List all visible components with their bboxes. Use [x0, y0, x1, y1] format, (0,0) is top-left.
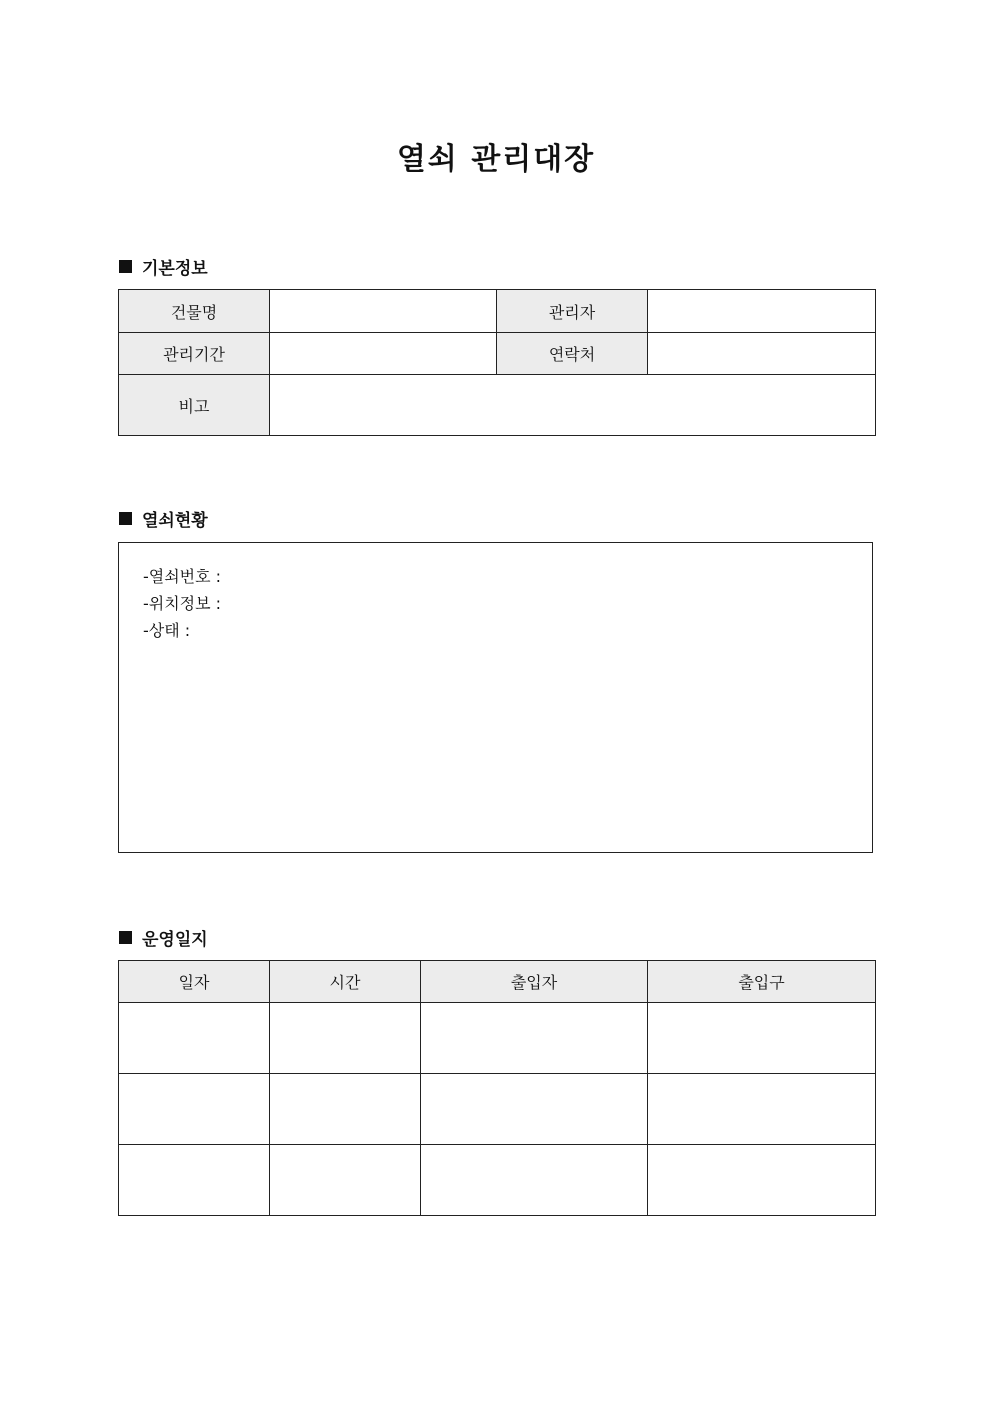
- operation-log-heading-label: 운영일지: [142, 930, 208, 950]
- column-header-date: 일자: [119, 961, 270, 1003]
- visitor-cell[interactable]: [421, 1074, 648, 1145]
- basic-info-table: [118, 289, 876, 436]
- contact-label: 연락처: [497, 333, 648, 375]
- operation-log-table: [118, 960, 876, 1216]
- location-line: -위치정보 :: [143, 594, 222, 613]
- table-row: [119, 1074, 876, 1145]
- operation-log-heading: [119, 925, 208, 950]
- square-bullet-icon: [119, 260, 132, 273]
- column-header-entrance: 출입구: [648, 961, 876, 1003]
- building-name-label: 건물명: [119, 290, 270, 333]
- management-period-label: 관리기간: [119, 333, 270, 375]
- date-cell[interactable]: [119, 1003, 270, 1074]
- date-cell[interactable]: [119, 1074, 270, 1145]
- time-cell[interactable]: [270, 1145, 421, 1216]
- key-status-heading: [119, 506, 208, 531]
- square-bullet-icon: [119, 931, 132, 944]
- time-cell[interactable]: [270, 1074, 421, 1145]
- square-bullet-icon: [119, 512, 132, 525]
- visitor-cell[interactable]: [421, 1003, 648, 1074]
- visitor-cell[interactable]: [421, 1145, 648, 1216]
- key-number-line: -열쇠번호 :: [143, 567, 222, 586]
- time-cell[interactable]: [270, 1003, 421, 1074]
- page-title: 열쇠 관리대장: [396, 142, 596, 177]
- manager-field[interactable]: [648, 290, 876, 333]
- table-row: [119, 1003, 876, 1074]
- entrance-cell[interactable]: [648, 1003, 876, 1074]
- management-period-field[interactable]: [270, 333, 497, 375]
- contact-field[interactable]: [648, 333, 876, 375]
- entrance-cell[interactable]: [648, 1074, 876, 1145]
- condition-line: -상태 :: [143, 621, 191, 640]
- entrance-cell[interactable]: [648, 1145, 876, 1216]
- column-header-time: 시간: [270, 961, 421, 1003]
- column-header-visitor: 출입자: [421, 961, 648, 1003]
- table-row: [119, 1145, 876, 1216]
- basic-info-heading-label: 기본정보: [142, 259, 208, 279]
- key-status-heading-label: 열쇠현황: [142, 511, 208, 531]
- note-label: 비고: [119, 375, 270, 436]
- key-status-box[interactable]: [118, 542, 873, 853]
- basic-info-heading: [119, 254, 208, 279]
- note-field[interactable]: [270, 375, 876, 436]
- building-name-field[interactable]: [270, 290, 497, 333]
- date-cell[interactable]: [119, 1145, 270, 1216]
- manager-label: 관리자: [497, 290, 648, 333]
